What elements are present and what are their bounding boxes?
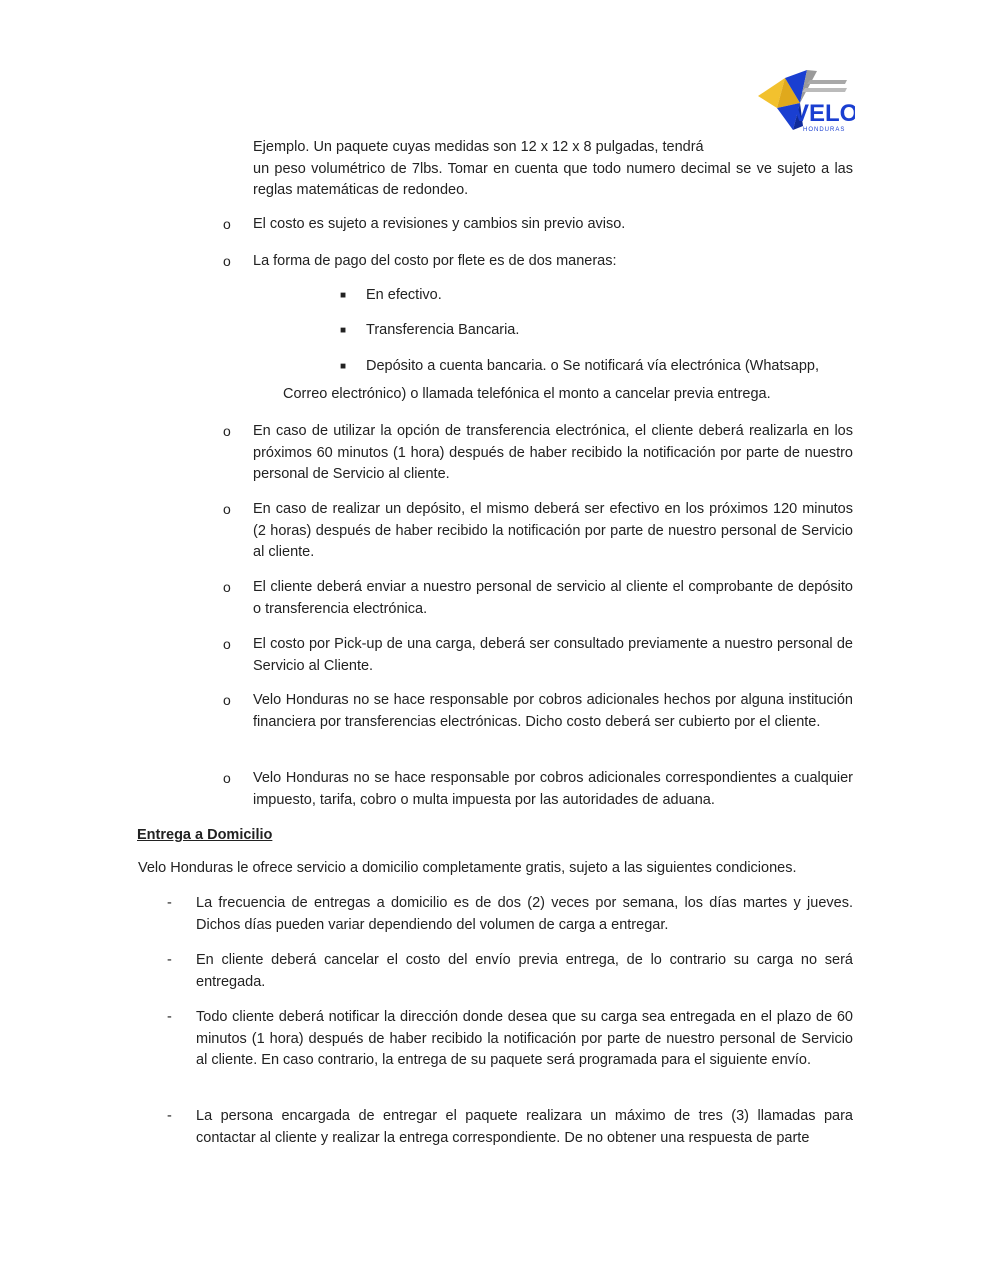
- velo-honduras-logo: [755, 68, 855, 140]
- list-item: [223, 499, 853, 564]
- payment-continuation: Correo electrónico) o llamada telefónica el monto a cancelar previa entrega.: [283, 386, 771, 402]
- dash-bullet: -: [167, 895, 172, 911]
- list-item: [223, 690, 853, 733]
- list-item: [167, 1106, 853, 1149]
- list-item: [223, 214, 853, 236]
- square-bullet: ■: [340, 290, 347, 301]
- item-text: En caso de realizar un depósito, el mismo deberá ser efectivo en los próximos 120 minutos (2 horas) después de haber recibido la notificación por parte de nuestro personal de Servicio al cliente.: [253, 501, 853, 560]
- item-text: La forma de pago del costo por flete es de dos maneras:: [253, 253, 617, 269]
- item-text: La frecuencia de entregas a domicilio es de dos (2) veces por semana, los días martes y jueves. Dichos días pueden variar dependiendo del volumen de carga a entregar.: [196, 895, 853, 933]
- square-bullet: ■: [340, 325, 347, 336]
- list-item: [167, 893, 853, 936]
- circle-bullet: o: [223, 253, 231, 269]
- item-text: El costo es sujeto a revisiones y cambios sin previo aviso.: [253, 216, 626, 232]
- item-text: Todo cliente deberá notificar la dirección donde desea que su carga sea entregada en el plazo de 60 minutos (1 hora) después de haber recibido la notificación por parte de nuestro personal de Servicio al cliente. En caso contrario, la entrega de su paquete será programada para el siguiente envío.: [196, 1009, 853, 1068]
- list-item: [223, 421, 853, 486]
- item-text: El cliente deberá enviar a nuestro personal de servicio al cliente el comprobante de depósito o transferencia electrónica.: [253, 579, 853, 617]
- circle-bullet: o: [223, 423, 231, 439]
- item-text: La persona encargada de entregar el paquete realizara un máximo de tres (3) llamadas para contactar al cliente y realizar la entrega correspondiente. De no obtener una respuesta de parte: [196, 1108, 853, 1146]
- list-item: [167, 950, 853, 993]
- item-text: Velo Honduras no se hace responsable por cobros adicionales hechos por alguna institución financiera por transferencias electrónicas. Dicho costo deberá ser cubierto por el cliente.: [253, 692, 853, 730]
- example-line-1: Ejemplo. Un paquete cuyas medidas son 12 x 12 x 8 pulgadas, tendrá: [253, 139, 704, 155]
- item-text: El costo por Pick-up de una carga, deberá ser consultado previamente a nuestro personal de Servicio al Cliente.: [253, 636, 853, 674]
- list-item: [223, 634, 853, 677]
- payment-method-text: Transferencia Bancaria.: [366, 322, 520, 338]
- dash-bullet: -: [167, 952, 172, 968]
- circle-bullet: o: [223, 770, 231, 786]
- item-text: En cliente deberá cancelar el costo del envío previa entrega, de lo contrario su carga no será entregada.: [196, 952, 853, 990]
- svg-text:HONDURAS: HONDURAS: [803, 127, 846, 133]
- circle-bullet: o: [223, 579, 231, 595]
- section-heading: Entrega a Domicilio: [137, 827, 273, 843]
- item-text: Velo Honduras no se hace responsable por cobros adicionales correspondientes a cualquier impuesto, tarifa, cobro o multa impuesta por las autoridades de aduana.: [253, 770, 853, 808]
- dash-bullet: -: [167, 1009, 172, 1025]
- item-text: En caso de utilizar la opción de transferencia electrónica, el cliente deberá realizarla en los próximos 60 minutos (1 hora) después de haber recibido la notificación por parte de nuestro personal de Servicio al cliente.: [253, 423, 853, 482]
- circle-bullet: o: [223, 692, 231, 708]
- svg-text:VELO: VELO: [793, 100, 855, 127]
- square-bullet: ■: [340, 361, 347, 372]
- list-item: [167, 1007, 853, 1072]
- list-item: [223, 768, 853, 811]
- dash-bullet: -: [167, 1108, 172, 1124]
- origami-bird-icon: [755, 68, 855, 140]
- circle-bullet: o: [223, 636, 231, 652]
- circle-bullet: o: [223, 501, 231, 517]
- section-intro: Velo Honduras le ofrece servicio a domicilio completamente gratis, sujeto a las siguientes condiciones.: [138, 860, 797, 876]
- payment-method-text: Depósito a cuenta bancaria. o Se notificará vía electrónica (Whatsapp,: [366, 358, 819, 374]
- payment-method-text: En efectivo.: [366, 287, 442, 303]
- circle-bullet: o: [223, 216, 231, 232]
- list-item: [223, 251, 853, 273]
- list-item: [223, 577, 853, 620]
- volumetric-example: [253, 137, 853, 202]
- example-rest: un peso volumétrico de 7lbs. Tomar en cuenta que todo numero decimal se ve sujeto a las reglas matemáticas de redondeo.: [253, 160, 853, 198]
